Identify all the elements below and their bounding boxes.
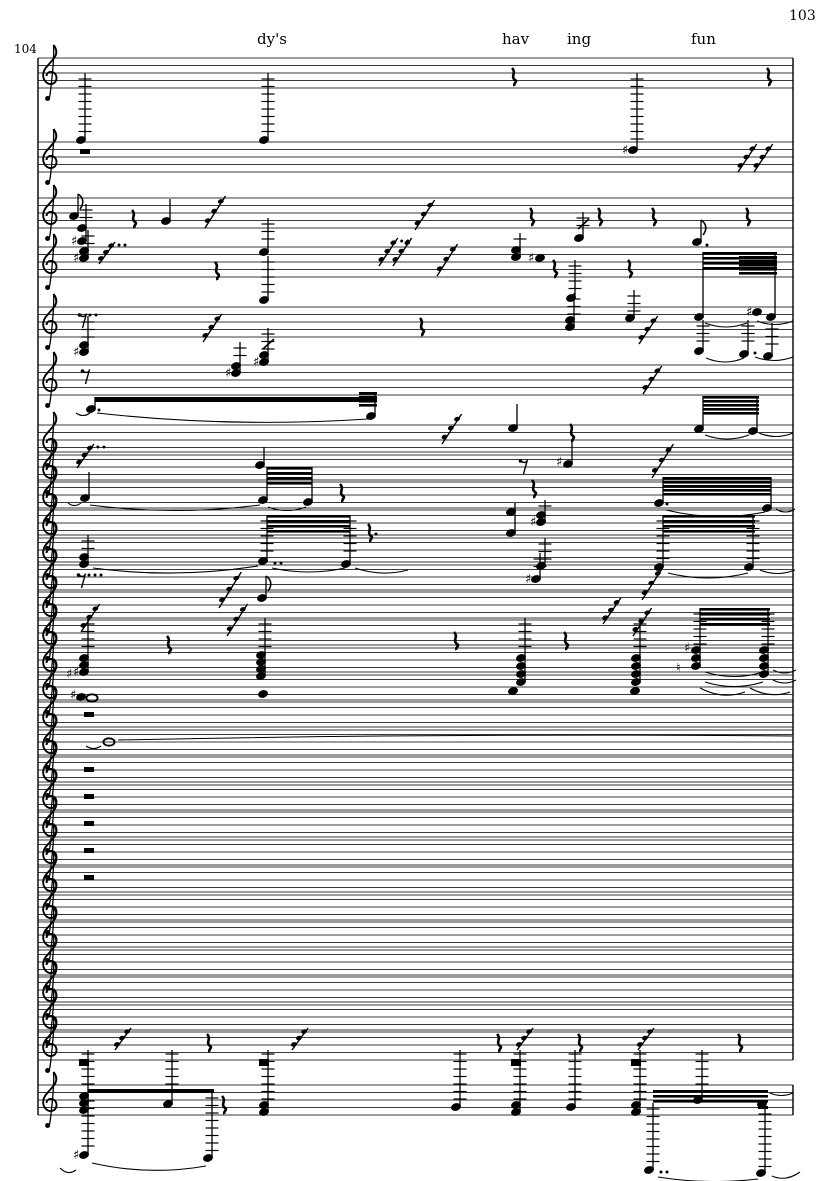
svg-text:♯: ♯ xyxy=(253,355,260,370)
svg-text:♯: ♯ xyxy=(684,641,691,656)
svg-text:♯: ♯ xyxy=(525,572,532,587)
svg-text:♯: ♯ xyxy=(622,143,629,158)
notation-events xyxy=(60,68,800,1181)
svg-text:♯: ♯ xyxy=(530,515,537,530)
svg-text:♯: ♯ xyxy=(73,1148,80,1163)
page-number: 103 xyxy=(789,8,816,24)
svg-text:♯: ♯ xyxy=(556,455,563,470)
lyric-syllable-1: dy's xyxy=(257,30,287,48)
svg-text:♯: ♯ xyxy=(73,251,80,266)
lyric-syllable-2: hav xyxy=(502,30,530,48)
svg-text:♯: ♯ xyxy=(71,234,78,249)
lyric-syllable-4: fun xyxy=(691,30,716,48)
svg-text:♯: ♯ xyxy=(73,345,80,360)
svg-text:♮: ♮ xyxy=(676,661,681,676)
svg-text:♯: ♯ xyxy=(225,366,232,381)
measure-number: 104 xyxy=(14,42,37,56)
svg-text:♯: ♯ xyxy=(746,305,753,320)
svg-text:♯: ♯ xyxy=(73,665,80,680)
svg-text:♯: ♯ xyxy=(528,251,535,266)
staves xyxy=(38,45,793,1128)
svg-text:♯: ♯ xyxy=(66,667,73,682)
svg-text:♯: ♯ xyxy=(70,688,77,703)
lyric-syllable-3: ing xyxy=(567,30,592,48)
